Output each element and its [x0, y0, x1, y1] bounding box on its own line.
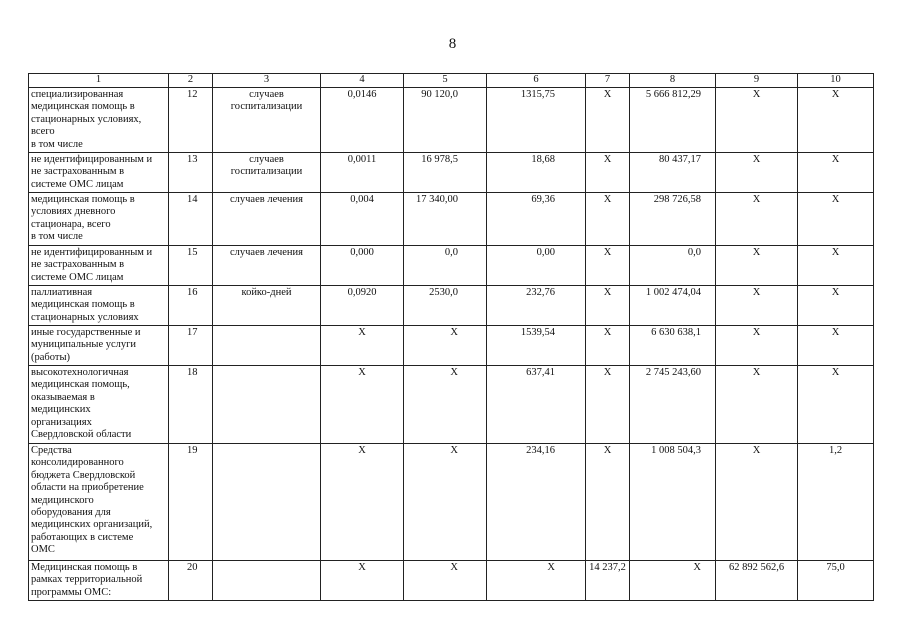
table-cell: 75,0: [798, 561, 874, 601]
table-cell: Х: [716, 88, 798, 153]
table-cell: Х: [798, 326, 874, 366]
table-cell: не идентифицированным и не застрахованным в системе ОМС лицам: [29, 246, 169, 286]
table-cell: Х: [798, 246, 874, 286]
table-cell: 69,36: [487, 193, 586, 246]
table-row: [29, 246, 874, 286]
table-cell: 0,0011: [321, 153, 404, 193]
table-cell: 12: [169, 88, 213, 153]
table-cell: 1,2: [798, 444, 874, 561]
table-cell: 18,68: [487, 153, 586, 193]
table-cell: Х: [586, 286, 630, 326]
table-row: [29, 153, 874, 193]
table-cell: Х: [716, 246, 798, 286]
table-cell: Х: [798, 193, 874, 246]
table-cell: 14: [169, 193, 213, 246]
table-cell: Х: [404, 326, 487, 366]
table-cell: 2530,0: [404, 286, 487, 326]
column-header: 4: [321, 74, 404, 88]
table-cell: 1 002 474,04: [630, 286, 716, 326]
table-cell: 1 008 504,3: [630, 444, 716, 561]
table-cell: случаев госпитализации: [213, 88, 321, 153]
table-cell: 232,76: [487, 286, 586, 326]
table-cell: Х: [586, 246, 630, 286]
table-cell: 298 726,58: [630, 193, 716, 246]
table-cell: Х: [586, 444, 630, 561]
table-cell: Х: [798, 366, 874, 444]
table-cell: 0,0146: [321, 88, 404, 153]
table-cell: Х: [586, 326, 630, 366]
table-cell: 5 666 812,29: [630, 88, 716, 153]
table-cell: высокотехнологичная медицинская помощь, оказываемая в медицинских организациях Свердловской области: [29, 366, 169, 444]
table-cell: 16: [169, 286, 213, 326]
table-cell: [213, 326, 321, 366]
table-cell: Х: [716, 193, 798, 246]
table-cell: Х: [716, 326, 798, 366]
table-cell: случаев лечения: [213, 246, 321, 286]
table-cell: 0,00: [487, 246, 586, 286]
table-row: [29, 561, 874, 601]
table-cell: Х: [404, 366, 487, 444]
table-cell: 14 237,2: [586, 561, 630, 601]
table-row: [29, 286, 874, 326]
table-cell: 1539,54: [487, 326, 586, 366]
table-cell: Х: [798, 153, 874, 193]
column-header: 2: [169, 74, 213, 88]
table-cell: паллиативная медицинская помощь в стационарных условиях: [29, 286, 169, 326]
table-cell: 18: [169, 366, 213, 444]
table-row: [29, 366, 874, 444]
table-cell: Х: [487, 561, 586, 601]
table-cell: [213, 444, 321, 561]
column-header: 6: [487, 74, 586, 88]
table-row: [29, 326, 874, 366]
table-cell: 17: [169, 326, 213, 366]
table-cell: 0,0920: [321, 286, 404, 326]
table-cell: Х: [321, 444, 404, 561]
table-cell: [213, 561, 321, 601]
table-cell: 0,0: [630, 246, 716, 286]
page-number: 8: [448, 36, 457, 52]
table-cell: Средства консолидированного бюджета Свердловской области на приобретение медицинского оборудования для медицинских организаций, работающих в системе ОМС: [29, 444, 169, 561]
table-cell: 0,004: [321, 193, 404, 246]
table-row: [29, 88, 874, 153]
table-cell: специализированная медицинская помощь в стационарных условиях, всего в том числе: [29, 88, 169, 153]
table-cell: Х: [404, 561, 487, 601]
table-cell: Х: [586, 153, 630, 193]
table-cell: не идентифицированным и не застрахованным в системе ОМС лицам: [29, 153, 169, 193]
column-header: 1: [29, 74, 169, 88]
table-cell: Х: [798, 88, 874, 153]
table-cell: Х: [798, 286, 874, 326]
table-cell: 234,16: [487, 444, 586, 561]
table-cell: Х: [321, 326, 404, 366]
table-cell: 62 892 562,6: [716, 561, 798, 601]
table-cell: [213, 366, 321, 444]
table-cell: Х: [716, 444, 798, 561]
table-cell: 90 120,0: [404, 88, 487, 153]
column-header: 10: [798, 74, 874, 88]
table-cell: Медицинская помощь в рамках территориальной программы ОМС:: [29, 561, 169, 601]
table-cell: 19: [169, 444, 213, 561]
column-header: 3: [213, 74, 321, 88]
table-cell: койко-дней: [213, 286, 321, 326]
table-cell: иные государственные и муниципальные услуги (работы): [29, 326, 169, 366]
column-header: 7: [586, 74, 630, 88]
table-cell: Х: [321, 366, 404, 444]
table-cell: медицинская помощь в условиях дневного стационара, всего в том числе: [29, 193, 169, 246]
table-cell: Х: [586, 193, 630, 246]
column-header: 8: [630, 74, 716, 88]
table-cell: 2 745 243,60: [630, 366, 716, 444]
column-header: 9: [716, 74, 798, 88]
table-cell: 1315,75: [487, 88, 586, 153]
table-cell: 0,000: [321, 246, 404, 286]
table-row: [29, 444, 874, 561]
table-cell: 13: [169, 153, 213, 193]
table-cell: случаев госпитализации: [213, 153, 321, 193]
table-cell: 17 340,00: [404, 193, 487, 246]
table-row: [29, 193, 874, 246]
data-table: [28, 73, 874, 601]
table-cell: 80 437,17: [630, 153, 716, 193]
table-cell: Х: [586, 366, 630, 444]
table-cell: Х: [716, 366, 798, 444]
table-cell: Х: [630, 561, 716, 601]
table-cell: 6 630 638,1: [630, 326, 716, 366]
table-cell: Х: [404, 444, 487, 561]
table-cell: Х: [716, 286, 798, 326]
table-cell: Х: [586, 88, 630, 153]
table-cell: случаев лечения: [213, 193, 321, 246]
table-cell: 16 978,5: [404, 153, 487, 193]
table-cell: 0,0: [404, 246, 487, 286]
table-cell: Х: [716, 153, 798, 193]
header-row: [29, 74, 874, 88]
column-header: 5: [404, 74, 487, 88]
table-cell: 20: [169, 561, 213, 601]
table-cell: 15: [169, 246, 213, 286]
table-cell: Х: [321, 561, 404, 601]
table-cell: 637,41: [487, 366, 586, 444]
